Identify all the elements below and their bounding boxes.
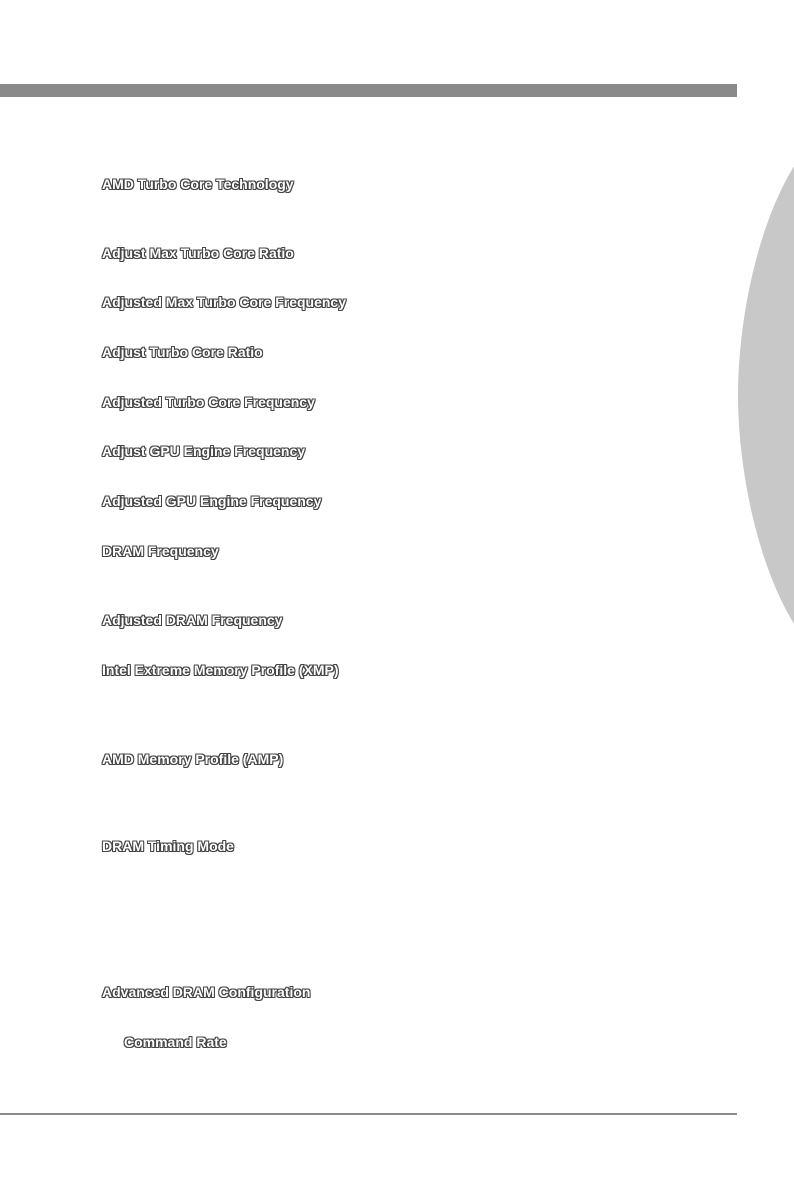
setting-amd-turbo-core-technology: AMD Turbo Core Technology (102, 176, 294, 192)
setting-command-rate: Command Rate (124, 1034, 227, 1050)
setting-adjust-gpu-engine-frequency: Adjust GPU Engine Frequency (102, 443, 306, 459)
setting-adjusted-gpu-engine-frequency: Adjusted GPU Engine Frequency (102, 493, 322, 509)
setting-dram-timing-mode: DRAM Timing Mode (102, 838, 234, 854)
setting-adjust-turbo-core-ratio: Adjust Turbo Core Ratio (102, 344, 263, 360)
setting-advanced-dram-configuration: Advanced DRAM Configuration (102, 984, 311, 1000)
footer-rule (0, 1113, 737, 1115)
chapter-side-tab (738, 160, 794, 630)
setting-adjust-max-turbo-core-ratio: Adjust Max Turbo Core Ratio (102, 245, 294, 261)
setting-adjusted-turbo-core-frequency: Adjusted Turbo Core Frequency (102, 394, 315, 410)
setting-adjusted-dram-frequency: Adjusted DRAM Frequency (102, 612, 283, 628)
setting-dram-frequency: DRAM Frequency (102, 543, 219, 559)
setting-amd-memory-profile: AMD Memory Profile (AMP) (102, 751, 284, 767)
setting-intel-xmp: Intel Extreme Memory Profile (XMP) (102, 662, 339, 678)
setting-adjusted-max-turbo-core-frequency: Adjusted Max Turbo Core Frequency (102, 294, 346, 310)
